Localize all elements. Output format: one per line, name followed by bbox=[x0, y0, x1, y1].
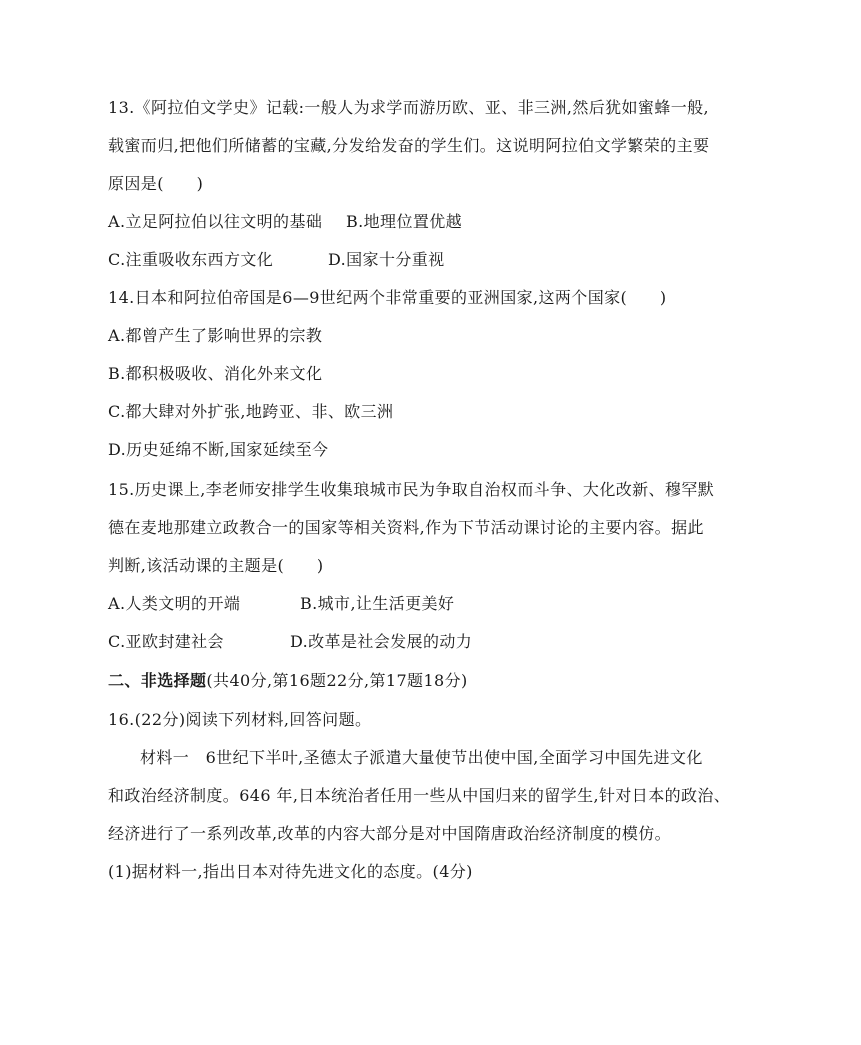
q16-material1-line1: 材料一 6世纪下半叶,圣德太子派遣大量使节出使中国,全面学习中国先进文化 bbox=[140, 748, 703, 767]
q13-options-row1 bbox=[108, 212, 808, 232]
q15-option-c: C.亚欧封建社会 bbox=[108, 632, 224, 651]
q16-material1-line3: 经济进行了一系列改革,改革的内容大部分是对中国隋唐政治经济制度的模仿。 bbox=[108, 824, 672, 843]
q13-option-d: D.国家十分重视 bbox=[328, 250, 445, 269]
q16-material1-line2: 和政治经济制度。646 年,日本统治者任用一些从中国归来的留学生,针对日本的政治、 bbox=[108, 786, 731, 805]
q13-option-a: A.立足阿拉伯以往文明的基础 bbox=[108, 212, 323, 231]
section2-title: 二、非选择题 bbox=[108, 671, 207, 690]
q14-stem: 14.日本和阿拉伯帝国是6—9世纪两个非常重要的亚洲国家,这两个国家( ) bbox=[108, 288, 667, 307]
q14-option-a: A.都曾产生了影响世界的宗教 bbox=[108, 326, 323, 345]
q15-options-row1 bbox=[108, 594, 808, 614]
q16-stem: 16.(22分)阅读下列材料,回答问题。 bbox=[108, 710, 372, 729]
q13-options-row2 bbox=[108, 250, 808, 270]
q15-option-b: B.城市,让生活更美好 bbox=[300, 594, 455, 613]
q13-option-c: C.注重吸收东西方文化 bbox=[108, 250, 274, 269]
q13-option-b: B.地理位置优越 bbox=[346, 212, 463, 231]
q15-option-a: A.人类文明的开端 bbox=[108, 594, 241, 613]
q13-stem-line1: 13.《阿拉伯文学史》记载:一般人为求学而游历欧、亚、非三洲,然后犹如蜜蜂一般, bbox=[108, 98, 710, 117]
q14-option-d: D.历史延绵不断,国家延续至今 bbox=[108, 440, 329, 459]
q14-option-c: C.都大肆对外扩张,地跨亚、非、欧三洲 bbox=[108, 402, 394, 421]
q15-option-d: D.改革是社会发展的动力 bbox=[290, 632, 473, 651]
section2-note: (共40分,第16题22分,第17题18分) bbox=[206, 671, 468, 690]
q13-stem-line2: 载蜜而归,把他们所储蓄的宝藏,分发给发奋的学生们。这说明阿拉伯文学繁荣的主要 bbox=[108, 136, 710, 155]
q14-option-b: B.都积极吸收、消化外来文化 bbox=[108, 364, 323, 383]
q13-stem-line3: 原因是( ) bbox=[108, 174, 204, 193]
q15-stem-line3: 判断,该活动课的主题是( ) bbox=[108, 556, 324, 575]
section2-heading bbox=[108, 671, 468, 691]
q15-stem-line2: 德在麦地那建立政教合一的国家等相关资料,作为下节活动课讨论的主要内容。据此 bbox=[108, 518, 704, 537]
q15-stem-line1: 15.历史课上,李老师安排学生收集琅城市民为争取自治权而斗争、大化改新、穆罕默 bbox=[108, 480, 715, 499]
q15-options-row2 bbox=[108, 632, 808, 652]
q16-subquestion-1: (1)据材料一,指出日本对待先进文化的态度。(4分) bbox=[108, 862, 473, 881]
